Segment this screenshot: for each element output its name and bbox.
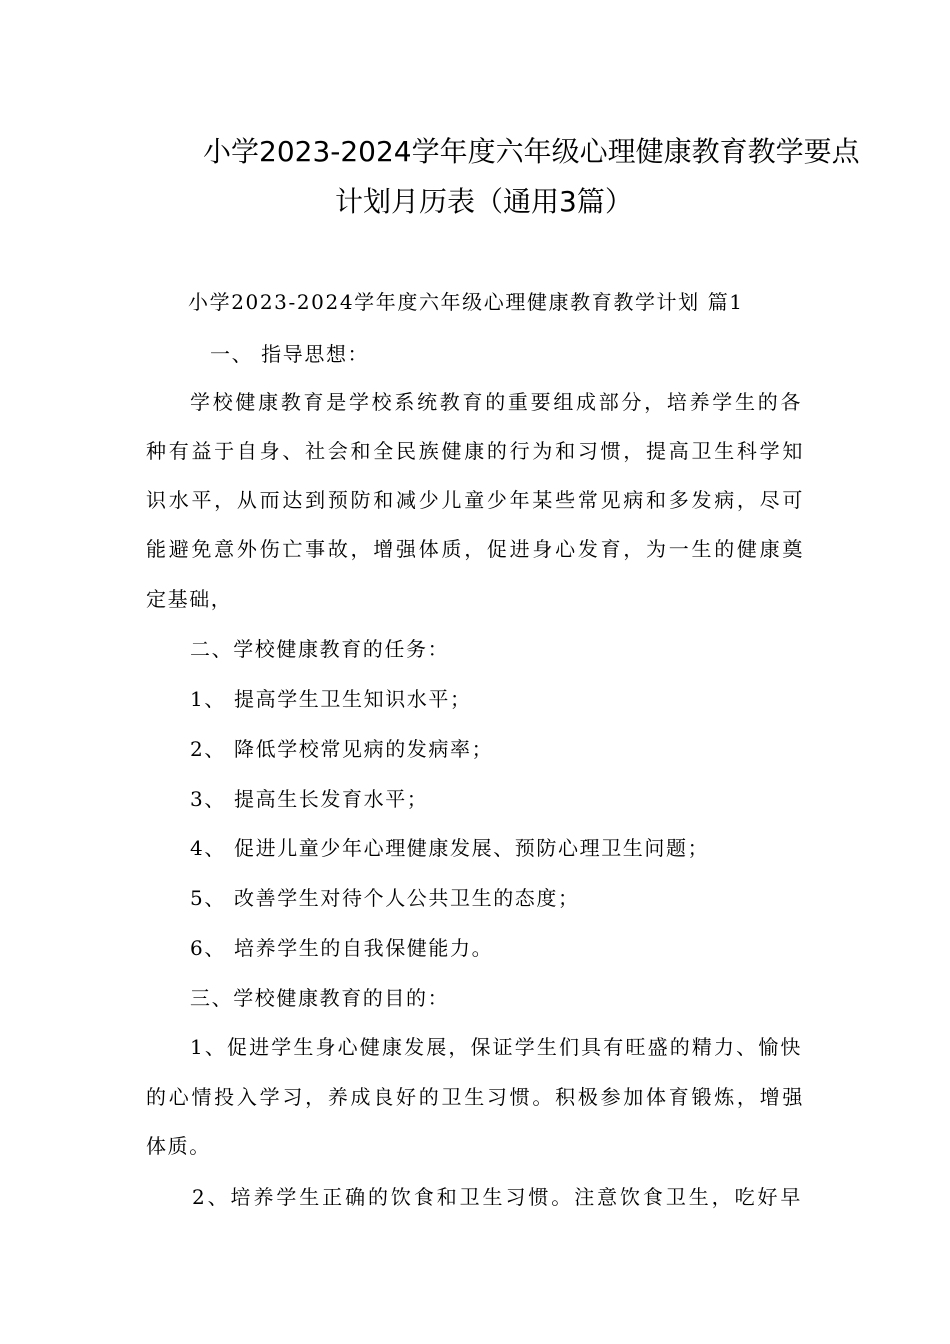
- section-heading: 小学2023-2024学年度六年级心理健康教育教学计划 篇1: [188, 290, 744, 314]
- task-item: [190, 834, 709, 862]
- task-number: 3、: [190, 787, 226, 811]
- goals-para-line: 2、培养学生正确的饮食和卫生习惯。注意饮食卫生，吃好早: [192, 1185, 802, 1209]
- task-number: 2、: [190, 737, 226, 761]
- goals-heading: 三、学校健康教育的目的：: [190, 986, 450, 1010]
- guiding-para-line: 能避免意外伤亡事故，增强体质，促进身心发育，为一生的健康奠: [146, 537, 804, 561]
- task-item: [190, 685, 472, 713]
- task-text: 降低学校常见病的发病率；: [234, 737, 494, 761]
- goals-para-line: 的心情投入学习，养成良好的卫生习惯。积极参加体育锻炼，增强: [146, 1085, 804, 1109]
- guiding-para-line: 识水平，从而达到预防和减少儿童少年某些常见病和多发病，尽可: [146, 488, 804, 512]
- task-text: 促进儿童少年心理健康发展、预防心理卫生问题；: [234, 836, 710, 860]
- document-title-line2: 计划月历表（通用3篇）: [335, 185, 633, 218]
- goals-para-line: 1、促进学生身心健康发展，保证学生们具有旺盛的精力、愉快: [190, 1035, 802, 1059]
- guiding-heading: 一、 指导思想：: [210, 342, 370, 366]
- task-item: [190, 785, 428, 813]
- goals-para-line: 体质。: [146, 1134, 211, 1158]
- task-number: 4、: [190, 836, 226, 860]
- task-number: 6、: [190, 936, 226, 960]
- document-title-line1: 小学2023-2024学年度六年级心理健康教育教学要点: [203, 135, 860, 168]
- task-item: [190, 735, 493, 763]
- guiding-para-line: 种有益于自身、社会和全民族健康的行为和习惯，提高卫生科学知: [146, 439, 804, 463]
- task-text: 提高生长发育水平；: [234, 787, 429, 811]
- guiding-para-line: 学校健康教育是学校系统教育的重要组成部分，培养学生的各: [190, 390, 802, 414]
- task-number: 5、: [190, 886, 226, 910]
- task-number: 1、: [190, 687, 226, 711]
- task-item: [190, 884, 580, 912]
- task-text: 培养学生的自我保健能力。: [234, 936, 494, 960]
- guiding-para-line: 定基础，: [146, 587, 233, 611]
- tasks-heading: 二、学校健康教育的任务：: [190, 637, 450, 661]
- task-text: 提高学生卫生知识水平；: [234, 687, 472, 711]
- task-text: 改善学生对待个人公共卫生的态度；: [234, 886, 580, 910]
- task-item: [190, 934, 493, 962]
